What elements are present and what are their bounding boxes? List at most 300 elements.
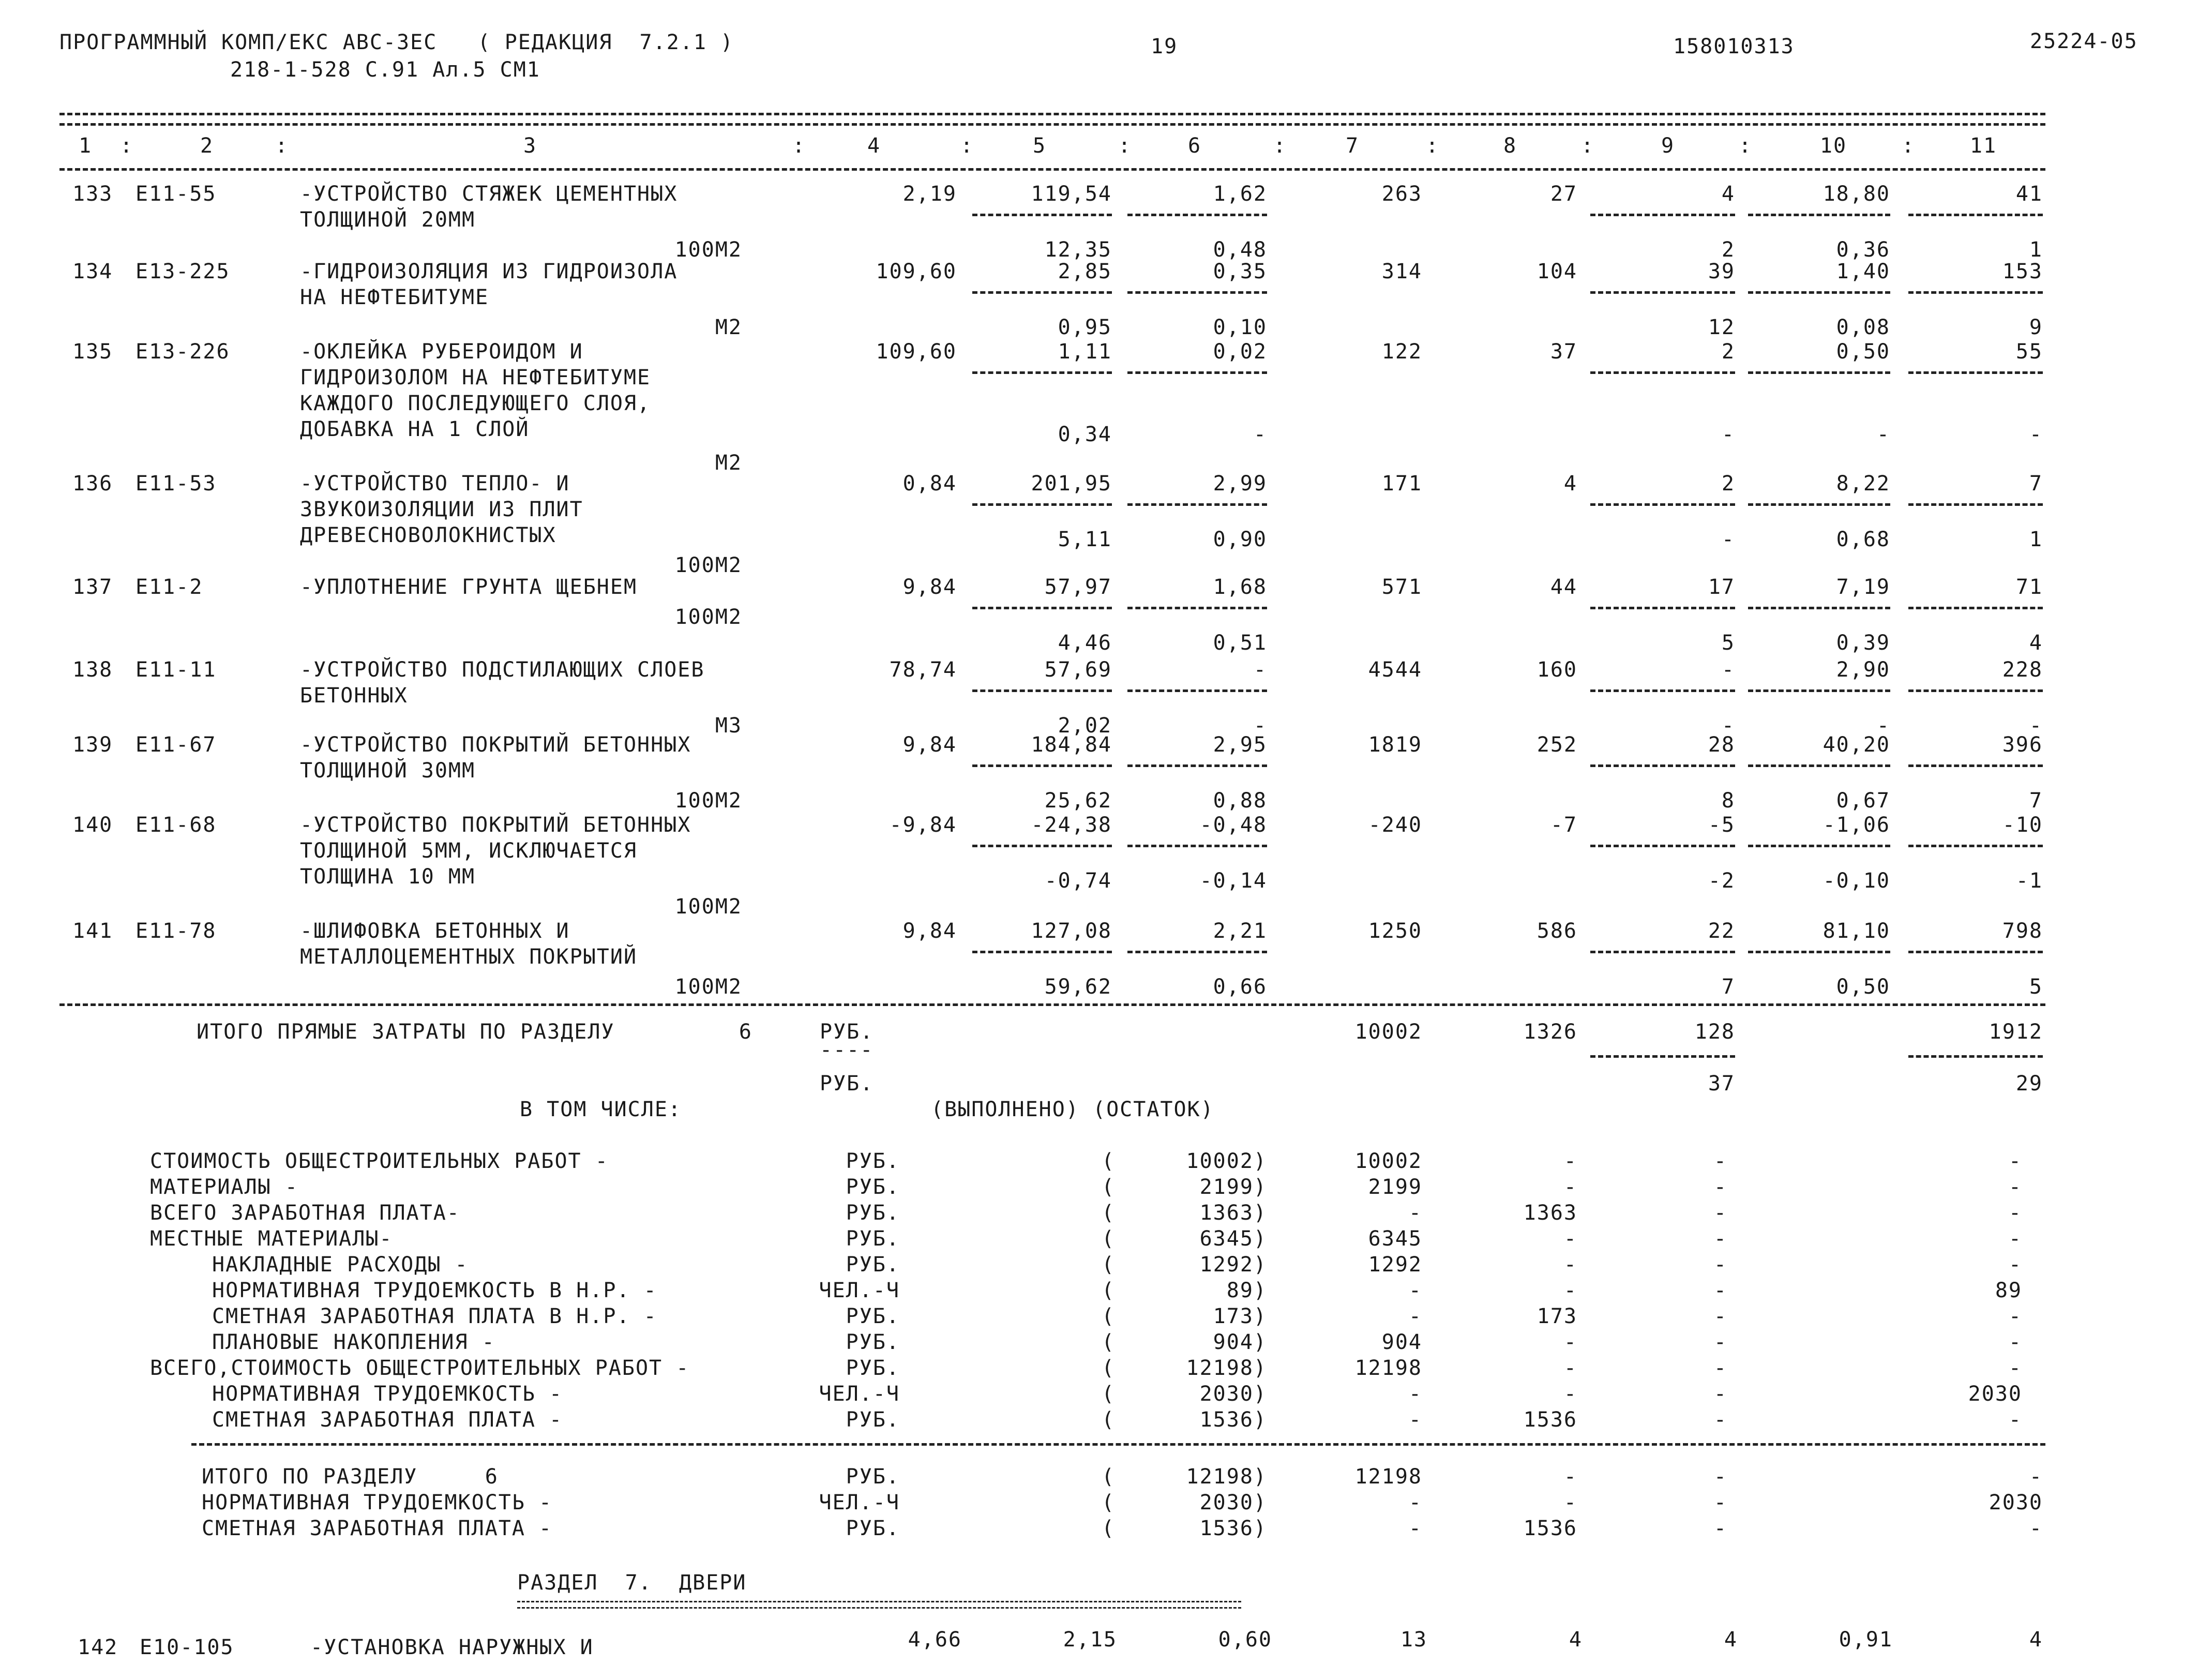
cost-value: 201,95 [1031,472,1112,496]
breakdown-value: 173 [1537,1304,1577,1328]
subtotal-rule [972,503,1112,506]
including-label: В ТОМ ЧИСЛЕ: [520,1098,682,1121]
open-parenthesis: ( [1102,1253,1116,1277]
wage-value: 0,39 [1836,631,1890,655]
wage-value: 0,90 [1213,528,1267,551]
cost-value: 57,97 [1044,575,1112,599]
subtotal-rule [1590,845,1735,847]
work-description: -УПЛОТНЕНИЕ ГРУНТА ЩЕБНЕМ [300,575,638,599]
total-value: 1912 [1989,1020,2043,1044]
cost-value: 4 [1563,472,1577,496]
section-rule [59,1003,2045,1006]
column-number-9: 9 [1661,134,1675,158]
total-value: 10002 [1354,1020,1422,1044]
wage-value: 0,66 [1213,975,1267,999]
breakdown-amount: 2199) [1199,1175,1267,1199]
breakdown-value: - [1713,1382,1727,1406]
breakdown-unit: РУБ. [846,1330,900,1354]
breakdown-value: - [2008,1149,2022,1173]
open-parenthesis: ( [1102,1491,1116,1514]
cost-value: 55 [2015,340,2043,364]
column-number-6: 6 [1187,134,1202,158]
cost-value: 4 [1721,182,1735,206]
open-parenthesis: ( [1102,1517,1116,1540]
cost-value: 0,50 [1836,340,1890,364]
breakdown-value: - [1408,1408,1422,1432]
breakdown-label: ПЛАНОВЫЕ НАКОПЛЕНИЯ - [212,1330,495,1354]
wage-value: 1 [2029,238,2043,262]
quantity-value: 9,84 [902,575,957,599]
total-label: ИТОГО ПРЯМЫЕ ЗАТРАТЫ ПО РАЗДЕЛУ [197,1020,615,1044]
wage-value: 7 [2029,789,2043,813]
quantity-value: 9,84 [902,919,957,943]
column-number-10: 10 [1819,134,1847,158]
subtotal-rule [1590,371,1735,374]
column-separator: : [1118,134,1132,158]
header-bottom-rule [59,168,2045,171]
subtotal-rule [1908,503,2043,506]
open-parenthesis: ( [1102,1382,1116,1406]
subtotal-rule [1748,951,1890,953]
quantity-value: 4,66 [908,1628,962,1652]
cost-value: 4 [1569,1628,1583,1652]
wage-value: - [1253,714,1267,738]
cost-value: 27 [1550,182,1577,206]
cost-value: 104 [1537,260,1577,283]
subtotal-rule [972,689,1112,692]
open-parenthesis: ( [1102,1408,1116,1432]
breakdown-value: - [1713,1175,1727,1199]
breakdown-value: - [1563,1149,1577,1173]
open-parenthesis: ( [1102,1304,1116,1328]
norm-code: Е13-225 [135,260,230,283]
cost-value: 2,99 [1213,472,1267,496]
breakdown-value: - [1563,1279,1577,1302]
breakdown-amount: 904) [1213,1330,1267,1354]
wage-value: 0,36 [1836,238,1890,262]
cost-value: 0,60 [1218,1628,1272,1652]
column-separator: : [1901,134,1916,158]
open-parenthesis: ( [1102,1149,1116,1173]
breakdown-amount: 10002) [1186,1149,1267,1173]
unit-of-measure: 100М2 [674,605,742,629]
breakdown-value: - [1408,1304,1422,1328]
section-total-value: - [1713,1491,1727,1514]
wage-value: 25,62 [1044,789,1112,813]
object-code: 158010313 [1673,35,1795,58]
cost-value: 0,91 [1839,1628,1893,1652]
wage-value: - [1721,423,1735,446]
wage-value: 0,34 [1058,423,1112,446]
done-remainder-label: (ВЫПОЛНЕНО) (ОСТАТОК) [931,1098,1214,1121]
cost-value: -24,38 [1031,813,1112,837]
subtotal-rule [1127,291,1267,294]
column-separator: : [1425,134,1440,158]
wage-value: 8 [1721,789,1735,813]
breakdown-unit: РУБ. [846,1149,900,1173]
breakdown-value: 904 [1381,1330,1422,1354]
subtotal-rule [1590,607,1735,609]
cost-value: 2 [1721,340,1735,364]
subtotal-rule [1908,951,2043,953]
breakdown-value: 1536 [1523,1408,1577,1432]
wage-value: 4,46 [1058,631,1112,655]
cost-value: 17 [1708,575,1735,599]
breakdown-value: - [1408,1382,1422,1406]
wage-value: 0,67 [1836,789,1890,813]
subtotal-rule [1127,845,1267,847]
cost-value: 171 [1381,472,1422,496]
subtotal-rule [972,607,1112,609]
cost-value: 228 [2002,658,2043,682]
work-description: -УСТРОЙСТВО ПОКРЫТИЙ БЕТОННЫХ [300,733,691,757]
breakdown-unit: ЧЕЛ.-Ч [819,1279,900,1302]
section-total-value: - [1408,1491,1422,1514]
work-description: ТОЛЩИНОЙ 5ММ, ИСКЛЮЧАЕТСЯ [300,839,638,863]
breakdown-value: 12198 [1354,1356,1422,1380]
document-reference: 218-1-528 С.91 Ал.5 СМ1 [230,58,540,82]
row-number: 141 [72,919,113,943]
subtotal-rule [1127,689,1267,692]
subtotal-rule [1748,503,1890,506]
cost-value: 0,35 [1213,260,1267,283]
breakdown-label: СТОИМОСТЬ ОБЩЕСТРОИТЕЛЬНЫХ РАБОТ - [150,1149,609,1173]
work-description: БЕТОННЫХ [300,684,408,708]
breakdown-value: - [1713,1149,1727,1173]
subtotal-rule [1590,291,1735,294]
cost-value: 18,80 [1823,182,1890,206]
quantity-value: 2,19 [902,182,957,206]
work-description: ГИДРОИЗОЛОМ НА НЕФТЕБИТУМЕ [300,366,651,389]
quantity-value: 9,84 [902,733,957,757]
breakdown-value: - [2008,1253,2022,1277]
open-parenthesis: ( [1102,1227,1116,1251]
row-number: 138 [72,658,113,682]
cost-value: 0,02 [1213,340,1267,364]
cost-value: 57,69 [1044,658,1112,682]
work-description: КАЖДОГО ПОСЛЕДУЮЩЕГО СЛОЯ, [300,392,651,415]
wage-value: 5,11 [1058,528,1112,551]
wage-value: 0,51 [1213,631,1267,655]
open-parenthesis: ( [1102,1279,1116,1302]
column-number-8: 8 [1503,134,1517,158]
wage-value: - [1876,714,1890,738]
cost-value: 122 [1381,340,1422,364]
wage-value: 1 [2029,528,2043,551]
wage-value: 5 [2029,975,2043,999]
open-parenthesis: ( [1102,1356,1116,1380]
section-total-value: - [1563,1465,1577,1489]
column-number-1: 1 [78,134,93,158]
work-description: -ОКЛЕЙКА РУБЕРОИДОМ И [300,340,583,364]
breakdown-label: ВСЕГО,СТОИМОСТЬ ОБЩЕСТРОИТЕЛЬНЫХ РАБОТ - [150,1356,690,1380]
cost-value: 184,84 [1031,733,1112,757]
section-total-value: - [1563,1491,1577,1514]
breakdown-value: - [1713,1304,1727,1328]
subtotal-rule [1908,1055,2043,1058]
breakdown-amount: 2030) [1199,1382,1267,1406]
column-number-5: 5 [1032,134,1047,158]
row-number: 135 [72,340,113,364]
document-number: 25224-05 [2030,29,2138,53]
subtotal-rule [1748,689,1890,692]
quantity-value: 0,84 [902,472,957,496]
cost-value: 2,15 [1063,1628,1117,1652]
subtotal-rule [1590,1055,1735,1058]
subtotal-rule [1908,607,2043,609]
breakdown-value: - [2008,1304,2022,1328]
quantity-value: 109,60 [876,340,957,364]
subtotal-rule [1590,689,1735,692]
section-title-underline [517,1601,1241,1609]
breakdown-value: 10002 [1354,1149,1422,1173]
column-separator: : [960,134,974,158]
total-value: 1326 [1523,1020,1577,1044]
breakdown-amount: 12198) [1186,1356,1267,1380]
breakdown-value: 1363 [1523,1201,1577,1225]
wage-value: -0,74 [1044,869,1112,893]
breakdown-unit: РУБ. [846,1408,900,1432]
table-top-rule-2 [59,123,2045,126]
subtotal-rule [1127,371,1267,374]
subtotal-rule [1748,607,1890,609]
cost-value: 127,08 [1031,919,1112,943]
section-total-amount: 12198) [1186,1465,1267,1489]
subtotal-rule [1748,845,1890,847]
currency-unit: РУБ. [820,1020,874,1044]
section-total-label: ИТОГО ПО РАЗДЕЛУ 6 [202,1465,499,1489]
wage-value: 59,62 [1044,975,1112,999]
cost-value: 314 [1381,260,1422,283]
section-total-unit: РУБ. [846,1465,900,1489]
cost-value: 1,11 [1058,340,1112,364]
section-total-value: 2030 [1989,1491,2043,1514]
breakdown-amount: 173) [1213,1304,1267,1328]
work-description: -УСТРОЙСТВО ПОДСТИЛАЮЩИХ СЛОЕВ [300,658,705,682]
breakdown-amount: 1363) [1199,1201,1267,1225]
cost-value: -240 [1368,813,1422,837]
work-description: -ШЛИФОВКА БЕТОННЫХ И [300,919,570,943]
cost-value: 7 [2029,472,2043,496]
wage-value: 37 [1708,1072,1735,1096]
wage-value: 2 [1721,238,1735,262]
section-total-value: 1536 [1523,1517,1577,1540]
breakdown-amount: 89) [1226,1279,1267,1302]
cost-value: 263 [1381,182,1422,206]
breakdown-value: 6345 [1368,1227,1422,1251]
section-total-value: 12198 [1354,1465,1422,1489]
section-number: 6 [739,1020,752,1044]
norm-code: Е11-2 [135,575,203,599]
subtotal-rule [1127,214,1267,216]
breakdown-value: - [1563,1175,1577,1199]
cost-value: -7 [1550,813,1577,837]
breakdown-value: - [1713,1408,1727,1432]
cost-value: 41 [2015,182,2043,206]
breakdown-value: - [1563,1356,1577,1380]
breakdown-unit: РУБ. [846,1356,900,1380]
breakdown-value: - [1408,1201,1422,1225]
work-description: -УСТРОЙСТВО СТЯЖЕК ЦЕМЕНТНЫХ [300,182,678,206]
norm-code: Е11-53 [135,472,217,496]
breakdown-value: - [1713,1330,1727,1354]
unit-of-measure: М2 [715,316,742,339]
cost-value: 28 [1708,733,1735,757]
unit-of-measure: 100М2 [674,789,742,813]
column-number-2: 2 [200,134,214,158]
wage-value: 0,48 [1213,238,1267,262]
breakdown-label: НОРМАТИВНАЯ ТРУДОЕМКОСТЬ - [212,1382,563,1406]
work-description: ЗВУКОИЗОЛЯЦИИ ИЗ ПЛИТ [300,498,583,521]
section-total-value: - [1408,1517,1422,1540]
wage-value: 7 [1721,975,1735,999]
cost-value: 2,95 [1213,733,1267,757]
work-description: -ГИДРОИЗОЛЯЦИЯ ИЗ ГИДРОИЗОЛА [300,260,678,283]
unit-of-measure: 100М2 [674,553,742,577]
cost-value: 1,40 [1836,260,1890,283]
breakdown-value: - [1563,1330,1577,1354]
subtotal-rule [1127,764,1267,767]
section-total-value: - [2029,1517,2043,1540]
breakdown-amount: 6345) [1199,1227,1267,1251]
breakdown-value: - [2008,1330,2022,1354]
breakdown-unit: РУБ. [846,1175,900,1199]
cost-value: 1819 [1368,733,1422,757]
wage-value: - [2029,714,2043,738]
row-number: 139 [72,733,113,757]
cost-value: - [1253,658,1267,682]
breakdown-label: СМЕТНАЯ ЗАРАБОТНАЯ ПЛАТА - [212,1408,563,1432]
breakdown-label: СМЕТНАЯ ЗАРАБОТНАЯ ПЛАТА В Н.Р. - [212,1304,657,1328]
breakdown-unit: РУБ. [846,1253,900,1277]
row-number: 136 [72,472,113,496]
unit-of-measure: 100М2 [674,238,742,262]
row-number: 134 [72,260,113,283]
cost-value: 1,62 [1213,182,1267,206]
wage-value: - [1253,423,1267,446]
wage-value: -0,14 [1199,869,1267,893]
column-number-4: 4 [867,134,881,158]
subtotal-rule [1908,689,2043,692]
norm-code: Е13-226 [135,340,230,364]
cost-value: 1250 [1368,919,1422,943]
unit-dashes: ---- [820,1038,874,1062]
cost-value: 37 [1550,340,1577,364]
subtotal-rule [1590,764,1735,767]
cost-value: -0,48 [1199,813,1267,837]
section-total-unit: ЧЕЛ.-Ч [819,1491,900,1514]
breakdown-value: 1292 [1368,1253,1422,1277]
norm-code: Е11-67 [135,733,217,757]
cost-value: 2 [1721,472,1735,496]
total-value: 128 [1694,1020,1735,1044]
wage-value: 0,08 [1836,316,1890,339]
wage-value: 0,95 [1058,316,1112,339]
column-number-11: 11 [1969,134,1997,158]
column-separator: : [1273,134,1287,158]
work-description: ТОЛЩИНА 10 ММ [300,865,476,889]
cost-value: 4 [1724,1628,1738,1652]
wage-value: -1 [2015,869,2043,893]
breakdown-unit: РУБ. [846,1227,900,1251]
breakdown-label: ВСЕГО ЗАРАБОТНАЯ ПЛАТА- [150,1201,460,1225]
breakdown-value: - [1408,1279,1422,1302]
unit-of-measure: 100М2 [674,895,742,919]
subtotal-rule [1748,214,1890,216]
wage-value: 0,50 [1836,975,1890,999]
table-top-rule [59,113,2045,115]
cost-value: 13 [1400,1628,1427,1652]
cost-value: -5 [1708,813,1735,837]
section-total-unit: РУБ. [846,1517,900,1540]
subtotal-rule [972,951,1112,953]
row-number: 133 [72,182,113,206]
norm-code: Е11-11 [135,658,217,682]
breakdown-unit: ЧЕЛ.-Ч [819,1382,900,1406]
program-title: ПРОГРАММНЫЙ КОМП/ЕКС АВС-3ЕС ( РЕДАКЦИЯ 7.2.1 ) [59,31,734,54]
subtotal-rule [1908,764,2043,767]
wage-value: -2 [1708,869,1735,893]
column-separator: : [119,134,134,158]
work-description: ДРЕВЕСНОВОЛОКНИСТЫХ [300,523,556,547]
breakdown-value: - [2008,1175,2022,1199]
breakdown-unit: РУБ. [846,1201,900,1225]
quantity-value: 109,60 [876,260,957,283]
breakdown-amount: 1292) [1199,1253,1267,1277]
subtotal-rule [1590,951,1735,953]
subtotal-rule [972,214,1112,216]
norm-code: Е11-68 [135,813,217,837]
unit-of-measure: 100М2 [674,975,742,999]
row-number: 142 [78,1636,118,1659]
cost-value: 44 [1550,575,1577,599]
cost-value: 22 [1708,919,1735,943]
subtotal-rule [1590,503,1735,506]
subtotal-rule [1908,371,2043,374]
subtotal-rule [1748,764,1890,767]
cost-value: 2,90 [1836,658,1890,682]
row-number: 137 [72,575,113,599]
breakdown-value: 89 [1995,1279,2022,1302]
cost-value: 153 [2002,260,2043,283]
cost-value: 798 [2002,919,2043,943]
wage-value: 2,02 [1058,714,1112,738]
row-number: 140 [72,813,113,837]
wage-value: -0,10 [1823,869,1890,893]
breakdown-unit: РУБ. [846,1304,900,1328]
norm-code: Е11-78 [135,919,217,943]
breakdown-value: - [1713,1356,1727,1380]
work-description: ДОБАВКА НА 1 СЛОЙ [300,417,530,441]
wage-value: 9 [2029,316,2043,339]
breakdown-rule [191,1443,2045,1446]
breakdown-value: - [2008,1408,2022,1432]
work-description: ТОЛЩИНОЙ 30ММ [300,759,476,783]
unit-of-measure: М2 [715,451,742,475]
work-description: -УСТРОЙСТВО ПОКРЫТИЙ БЕТОННЫХ [300,813,691,837]
breakdown-value: 2199 [1368,1175,1422,1199]
page-number: 19 [1151,35,1178,58]
subtotal-rule [1908,291,2043,294]
currency-unit: РУБ. [820,1072,874,1096]
wage-value: - [1721,528,1735,551]
breakdown-amount: 1536) [1199,1408,1267,1432]
breakdown-value: - [2008,1356,2022,1380]
cost-value: 119,54 [1031,182,1112,206]
breakdown-value: 2030 [1968,1382,2022,1406]
section-total-amount: 1536) [1199,1517,1267,1540]
breakdown-label: МЕСТНЫЕ МАТЕРИАЛЫ- [150,1227,393,1251]
